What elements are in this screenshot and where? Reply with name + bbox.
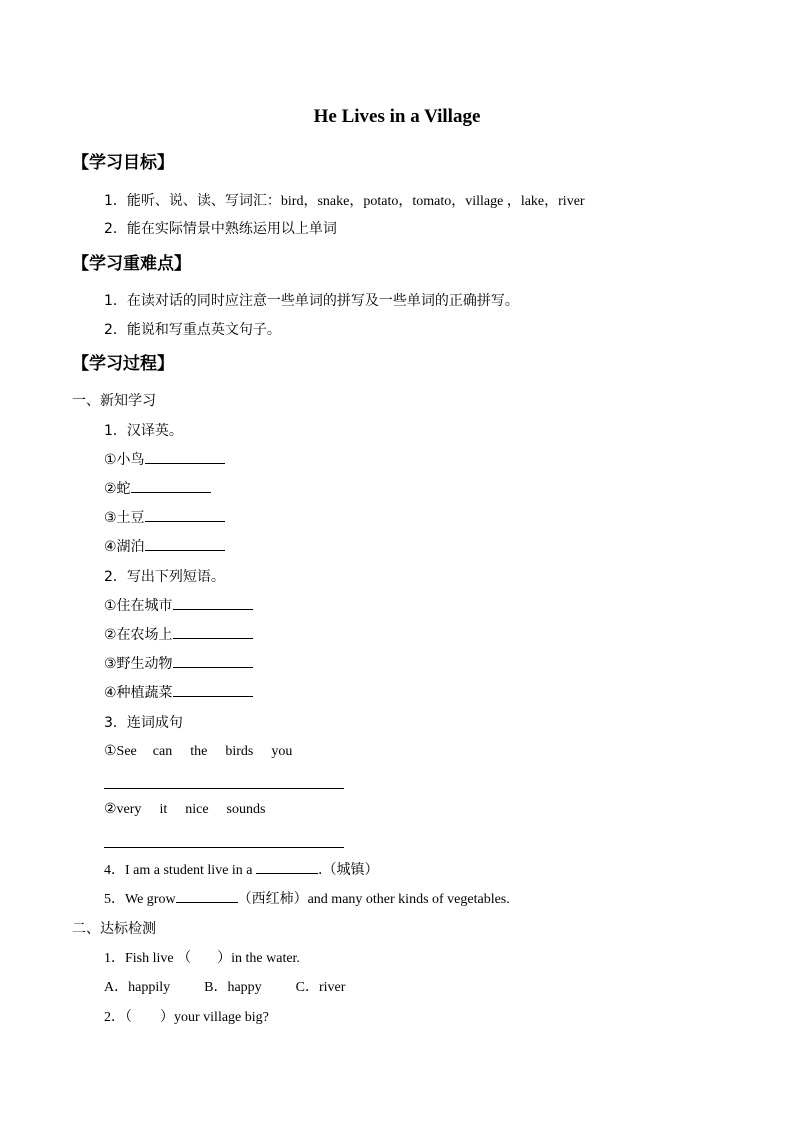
option-a: A．happily <box>104 980 171 995</box>
check-q1-options <box>104 976 345 996</box>
q2-item-1-label: ①住在城市 <box>104 598 173 614</box>
q1-item-3 <box>104 507 225 527</box>
section-heading-goals: 【学习目标】 <box>72 153 174 173</box>
section-heading-process: 【学习过程】 <box>72 354 174 374</box>
answer-blank[interactable] <box>145 507 225 522</box>
answer-blank[interactable] <box>256 859 318 874</box>
q1-item-1 <box>104 449 225 469</box>
check-q1-suffix: ）in the water. <box>217 951 300 966</box>
answer-line[interactable] <box>104 788 344 789</box>
q1-item-4 <box>104 536 225 556</box>
part1-heading: 一、新知学习 <box>72 393 156 409</box>
q2-item-4 <box>104 682 253 702</box>
part2-heading: 二、达标检测 <box>72 921 156 937</box>
q3-item-2 <box>104 801 265 818</box>
q2-title: 2．写出下列短语。 <box>104 569 225 585</box>
goal-item-1-prefix: 1．能听、说、读、写词汇： <box>104 193 281 209</box>
answer-blank[interactable] <box>145 449 225 464</box>
key-point-1: 1．在读对话的同时应注意一些单词的拼写及一些单词的正确拼写。 <box>104 293 519 309</box>
q2-item-2 <box>104 624 253 644</box>
answer-line[interactable] <box>104 847 344 848</box>
q3-word: you <box>271 744 293 759</box>
check-q1-prefix: 1．Fish live （ <box>104 951 192 966</box>
q1-item-2-label: ②蛇 <box>104 481 131 497</box>
q1-item-1-label: ①小鸟 <box>104 452 145 468</box>
document-title: He Lives in a Village <box>313 106 481 127</box>
q4 <box>104 859 378 879</box>
q1-item-4-label: ④湖泊 <box>104 539 145 555</box>
q5 <box>104 888 510 908</box>
q3-word: it <box>159 802 168 817</box>
check-q2 <box>104 1006 269 1026</box>
q3-word: the <box>190 744 208 759</box>
q2-item-3-label: ③野生动物 <box>104 656 173 672</box>
q5-prefix: 5．We grow <box>104 892 176 907</box>
q3-word: ②very <box>104 802 142 817</box>
q1-title: 1．汉译英。 <box>104 423 183 439</box>
goal-item-1-words: bird，snake，potato，tomato，village ，lake，river <box>280 194 585 209</box>
q2-item-1 <box>104 595 253 615</box>
q3-word: sounds <box>226 802 266 817</box>
answer-blank[interactable] <box>131 478 211 493</box>
option-b: B．happy <box>204 980 262 995</box>
goal-item-1 <box>104 190 585 210</box>
option-c: C．river <box>295 980 346 995</box>
q2-item-3 <box>104 653 253 673</box>
q3-word: nice <box>185 802 209 817</box>
q3-item-1 <box>104 743 292 760</box>
q4-suffix: .（城镇） <box>318 862 379 878</box>
check-q2-suffix: ）your village big? <box>160 1010 269 1025</box>
answer-blank[interactable] <box>173 595 253 610</box>
q4-prefix: 4．I am a student live in a <box>104 863 257 878</box>
answer-blank[interactable] <box>176 888 238 903</box>
q1-item-2 <box>104 478 211 498</box>
q3-word: birds <box>225 744 254 759</box>
check-q2-prefix: 2．（ <box>104 1010 132 1025</box>
key-point-2: 2．能说和写重点英文句子。 <box>104 322 281 338</box>
q3-word: can <box>152 744 173 759</box>
q3-title: 3．连词成句 <box>104 715 183 731</box>
check-q1 <box>104 947 300 967</box>
q5-suffix: and many other kinds of vegetables. <box>307 892 510 907</box>
q1-item-3-label: ③土豆 <box>104 510 145 526</box>
answer-blank[interactable] <box>173 653 253 668</box>
q3-word: ①See <box>104 744 137 759</box>
goal-item-2: 2．能在实际情景中熟练运用以上单词 <box>104 221 337 237</box>
q2-item-4-label: ④种植蔬菜 <box>104 685 173 701</box>
answer-blank[interactable] <box>145 536 225 551</box>
q2-item-2-label: ②在农场上 <box>104 627 173 643</box>
q5-hint: （西红柿） <box>237 891 308 907</box>
answer-blank[interactable] <box>173 682 253 697</box>
section-heading-key-points: 【学习重难点】 <box>72 254 191 274</box>
answer-blank[interactable] <box>173 624 253 639</box>
